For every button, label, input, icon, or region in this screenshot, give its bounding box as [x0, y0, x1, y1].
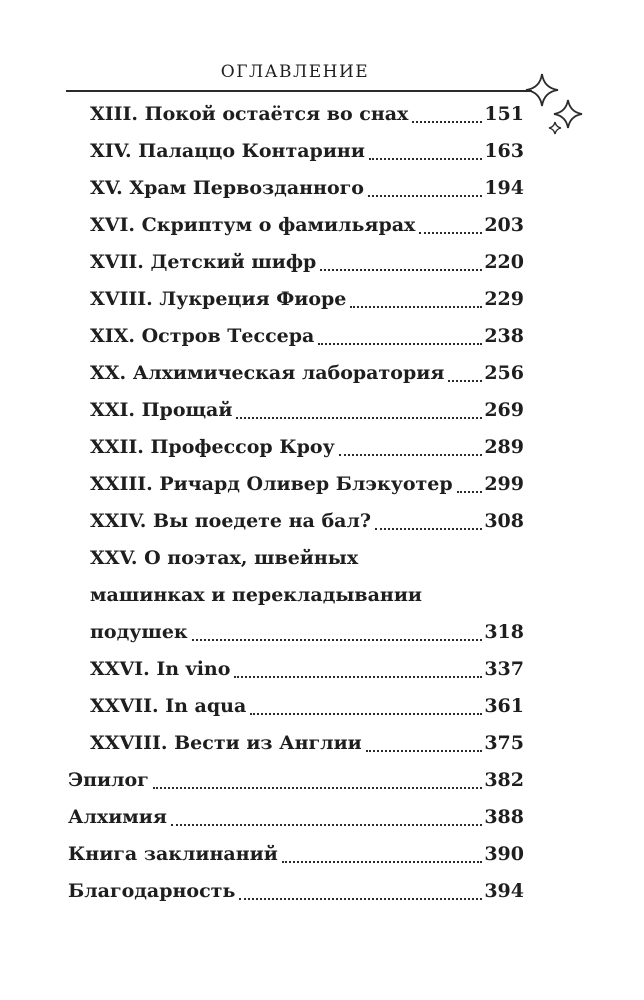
toc-entry-page: 269	[484, 399, 524, 421]
toc-entry-page: 318	[484, 621, 524, 643]
toc-entry-page: 256	[484, 362, 524, 384]
dot-leader	[153, 787, 483, 789]
dot-leader	[318, 343, 482, 345]
toc-entry[interactable]	[90, 506, 524, 536]
toc-entry[interactable]	[90, 617, 524, 647]
toc-entry[interactable]	[68, 839, 524, 869]
toc-entry[interactable]	[90, 136, 524, 166]
dot-leader	[236, 417, 482, 419]
dot-leader	[320, 269, 482, 271]
toc-heading: ОГЛАВЛЕНИЕ	[220, 62, 370, 82]
sparkle-star-large-icon	[526, 74, 558, 106]
toc-entry-title: XIII. Покой остаётся во снах	[90, 103, 409, 125]
toc-entry-page: 308	[484, 510, 524, 532]
dot-leader	[350, 306, 482, 308]
toc-entry[interactable]	[90, 395, 524, 425]
toc-entry[interactable]	[90, 284, 524, 314]
toc-entry[interactable]	[90, 210, 524, 240]
toc-entry[interactable]	[90, 654, 524, 684]
toc-entry[interactable]	[90, 321, 524, 351]
toc-entry[interactable]	[90, 173, 524, 203]
toc-entry-title-line[interactable]: XXV. О поэтах, швейных	[90, 547, 359, 569]
toc-entry-title: XIV. Палаццо Контарини	[90, 140, 365, 162]
toc-entry[interactable]	[90, 99, 524, 129]
toc-entry-title: XV. Храм Первозданного	[90, 177, 364, 199]
toc-entry-page: 194	[484, 177, 524, 199]
toc-entry-title: XVI. Скриптум о фамильярах	[90, 214, 416, 236]
dot-leader	[234, 676, 482, 678]
toc-entry-title: Эпилог	[68, 769, 149, 791]
toc-entry-page: 382	[484, 769, 524, 791]
dot-leader	[239, 898, 482, 900]
toc-entry-title: XXII. Профессор Кроу	[90, 436, 335, 458]
toc-entry-title: XXVII. In aqua	[90, 695, 247, 717]
dot-leader	[339, 454, 483, 456]
dot-leader	[282, 861, 483, 863]
toc-entry[interactable]	[90, 469, 524, 499]
toc-entry-page: 151	[484, 103, 524, 125]
dot-leader	[457, 491, 483, 493]
toc-entry[interactable]	[90, 432, 524, 462]
toc-entry-page: 203	[484, 214, 524, 236]
toc-entry-page: 337	[484, 658, 524, 680]
toc-entry-page: 289	[484, 436, 524, 458]
toc-entry-page: 238	[484, 325, 524, 347]
toc-entry[interactable]	[68, 802, 524, 832]
toc-entry-title: Благодарность	[68, 880, 236, 902]
toc-entry-title: XX. Алхимическая лаборатория	[90, 362, 445, 384]
sparkle-stars-icon	[520, 72, 590, 142]
dot-leader	[412, 121, 482, 123]
toc-entry[interactable]	[90, 691, 524, 721]
dot-leader	[419, 232, 482, 234]
toc-entry-page: 229	[484, 288, 524, 310]
toc-entry-page: 394	[484, 880, 524, 902]
dot-leader	[366, 750, 483, 752]
toc-entry-page: 220	[484, 251, 524, 273]
toc-entry-title: XXVI. In vino	[90, 658, 231, 680]
toc-entry[interactable]	[68, 765, 524, 795]
toc-entry-title: XIX. Остров Тессера	[90, 325, 315, 347]
toc-entry-title-line[interactable]: машинках и перекладывании	[90, 584, 423, 606]
toc-entry-title: подушек	[90, 621, 188, 643]
toc-entry-title: XVIII. Лукреция Фиоре	[90, 288, 347, 310]
dot-leader	[375, 528, 482, 530]
dot-leader	[171, 824, 482, 826]
toc-entry-page: 388	[484, 806, 524, 828]
toc-entry-title: Алхимия	[68, 806, 167, 828]
toc-entry[interactable]	[90, 728, 524, 758]
toc-entry-title: XVII. Детский шифр	[90, 251, 317, 273]
toc-entry-page: 390	[484, 843, 524, 865]
toc-entry-page: 299	[484, 473, 524, 495]
toc-entry-page: 375	[484, 732, 524, 754]
toc-entry-title: XXVIII. Вести из Англии	[90, 732, 362, 754]
dot-leader	[368, 195, 482, 197]
dot-leader	[448, 380, 482, 382]
toc-entry[interactable]	[68, 876, 524, 906]
toc-entry[interactable]	[90, 358, 524, 388]
toc-entry-title: XXIV. Вы поедете на бал?	[90, 510, 371, 532]
dot-leader	[250, 713, 482, 715]
header-rule	[66, 90, 532, 92]
toc-entry-page: 163	[484, 140, 524, 162]
dot-leader	[192, 639, 483, 641]
toc-entry-title: XXIII. Ричард Оливер Блэкуотер	[90, 473, 453, 495]
sparkle-star-medium-icon	[554, 100, 582, 128]
toc-entry-title: XXI. Прощай	[90, 399, 233, 421]
dot-leader	[369, 158, 482, 160]
toc-entry[interactable]	[90, 247, 524, 277]
toc-entry-title: Книга заклинаний	[68, 843, 278, 865]
toc-entry-page: 361	[484, 695, 524, 717]
sparkle-star-small-icon	[549, 122, 561, 134]
